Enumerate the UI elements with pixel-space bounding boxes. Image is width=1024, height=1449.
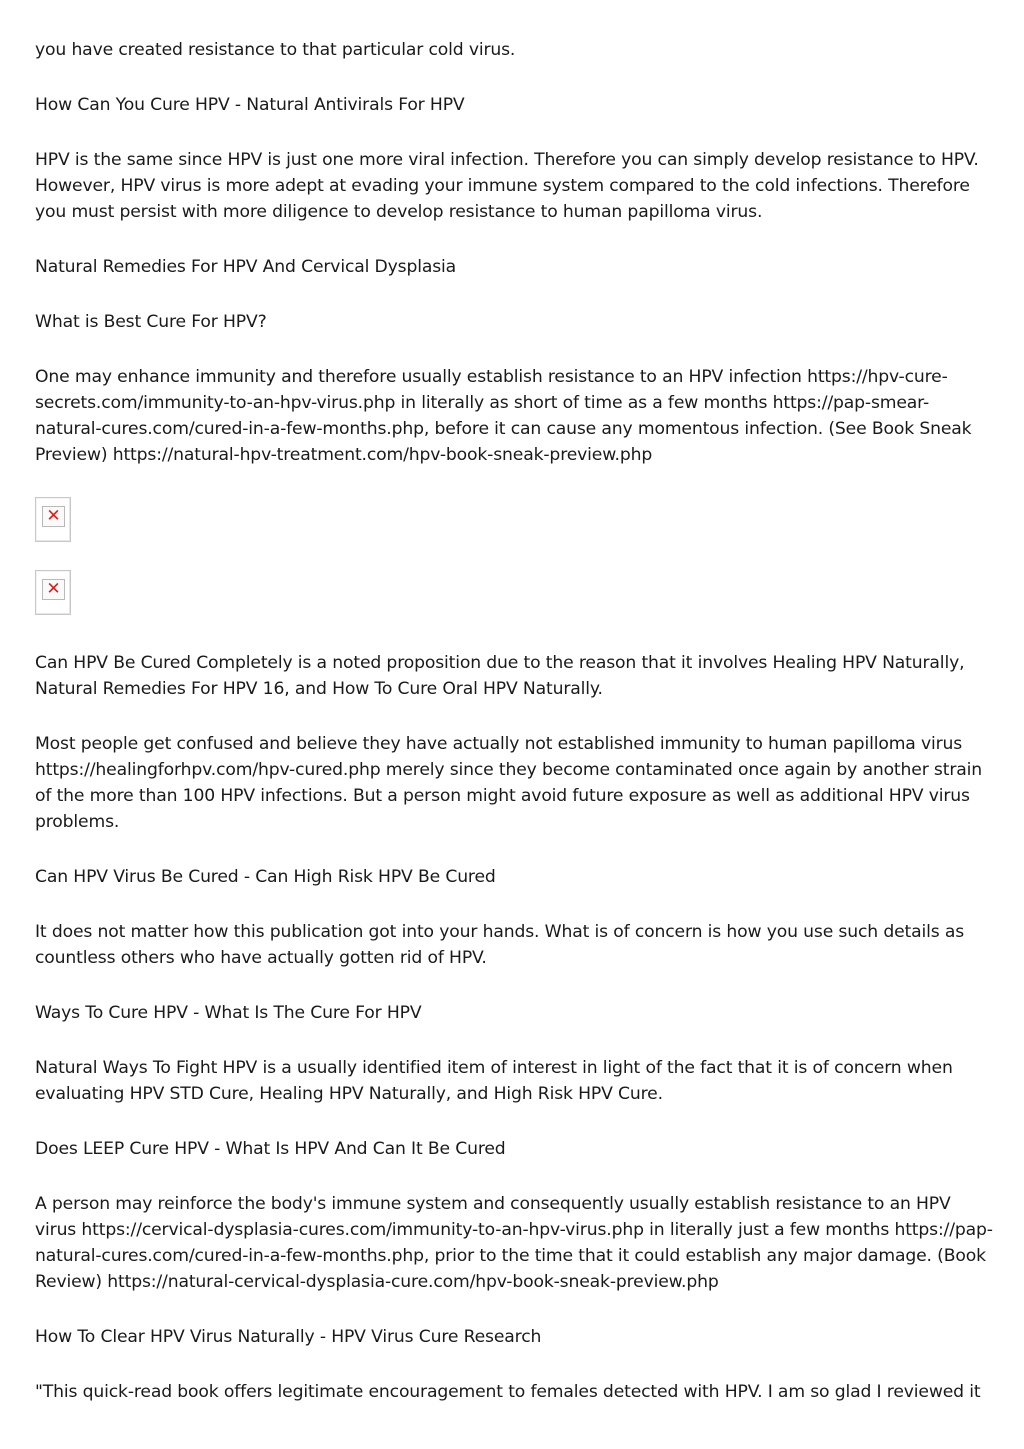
paragraph-hpv-same: HPV is the same since HPV is just one more viral infection. Therefore you can simply develop resistance to HPV. However, HPV virus is more adept at evading your immune system compared to the cold infections. Therefore you must persist with more diligence to develop resistance to human papilloma virus. <box>35 150 979 222</box>
paragraph-reinforce-immune: A person may reinforce the body's immune system and consequently usually establish resistance to an HPV virus https://cervical-dysplasia-cures.com/immunity-to-an-hpv-virus.php in literally just a few months https://pap-natural-cures.com/cured-in-a-few-months.php, prior to the time that it could establish any major damage. (Book Review) https://natural-cervical-dysplasia-cure.com/hpv-book-sneak-preview.php <box>35 1194 993 1292</box>
heading-natural-antivirals: How Can You Cure HPV - Natural Antivirals For HPV <box>35 95 465 115</box>
heading-clear-hpv-naturally: How To Clear HPV Virus Naturally - HPV Virus Cure Research <box>35 1327 542 1347</box>
heading-best-cure: What is Best Cure For HPV? <box>35 312 267 332</box>
paragraph-enhance-immunity: One may enhance immunity and therefore usually establish resistance to an HPV infection https://hpv-cure-secrets.com/immunity-to-an-hpv-virus.php in literally as short of time as a few months https://pap-smear-natural-cures.com/cured-in-a-few-months.php, before it can cause any momentous infection. (See Book Sneak Preview) https://natural-hpv-treatment.com/hpv-book-sneak-preview.php <box>35 367 972 465</box>
paragraph-does-not-matter: It does not matter how this publication got into your hands. What is of concern is how you use such details as countless others who have actually gotten rid of HPV. <box>35 922 965 968</box>
paragraph-natural-ways-fight: Natural Ways To Fight HPV is a usually identified item of interest in light of the fact that it is of concern when evaluating HPV STD Cure, Healing HPV Naturally, and High Risk HPV Cure. <box>35 1058 953 1104</box>
heading-does-leep-cure: Does LEEP Cure HPV - What Is HPV And Can It Be Cured <box>35 1139 506 1159</box>
paragraph-quote-quick-read: "This quick-read book offers legitimate encouragement to females detected with HPV. I am so glad I reviewed it <box>35 1382 981 1402</box>
paragraph-cured-completely: Can HPV Be Cured Completely is a noted proposition due to the reason that it involves Healing HPV Naturally, Natural Remedies For HPV 16, and How To Cure Oral HPV Naturally. <box>35 653 965 699</box>
broken-image-icon: ✕ <box>42 506 65 527</box>
broken-image-icon: ✕ <box>42 579 65 600</box>
paragraph-intro-fragment: you have created resistance to that particular cold virus. <box>35 40 516 60</box>
heading-can-hpv-virus-be-cured: Can HPV Virus Be Cured - Can High Risk HPV Be Cured <box>35 867 496 887</box>
heading-ways-to-cure: Ways To Cure HPV - What Is The Cure For HPV <box>35 1003 422 1023</box>
heading-natural-remedies-dysplasia: Natural Remedies For HPV And Cervical Dysplasia <box>35 257 457 277</box>
document-body <box>35 37 995 1434</box>
broken-image-2 <box>35 570 71 615</box>
broken-image-1 <box>35 497 71 542</box>
paragraph-most-people-confused: Most people get confused and believe they have actually not established immunity to human papilloma virus https://healingforhpv.com/hpv-cured.php merely since they become contaminated once again by another strain of the more than 100 HPV infections. But a person might avoid future exposure as well as additional HPV virus problems. <box>35 734 982 832</box>
